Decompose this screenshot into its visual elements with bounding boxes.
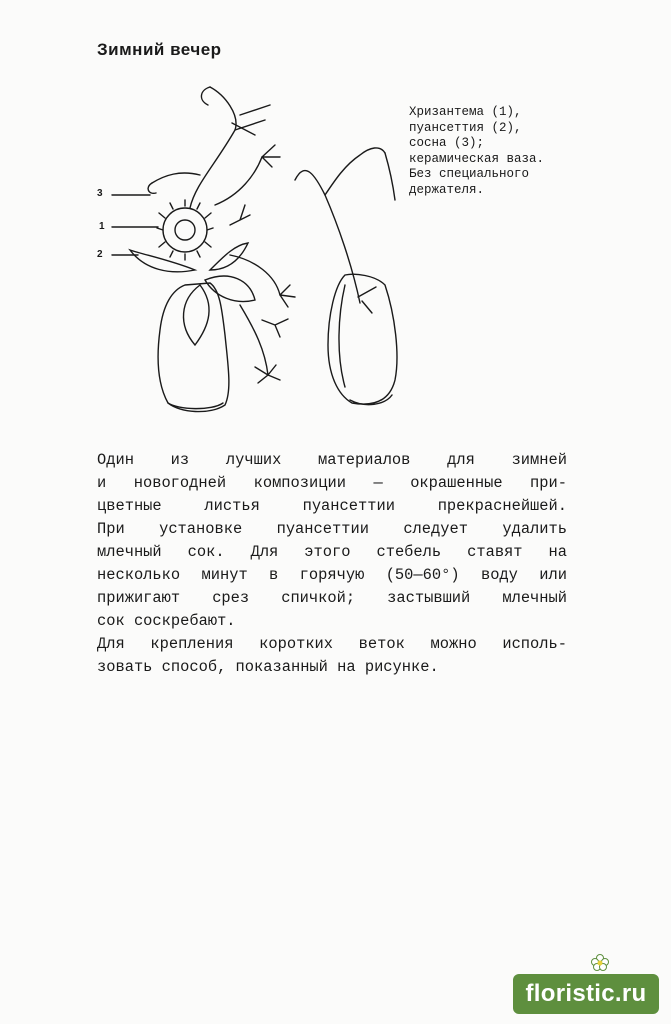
body-line: Для крепления коротких веток можно исполь- <box>97 635 567 653</box>
callout-3: 3 <box>97 188 103 199</box>
legend-line: Хризантема (1), <box>409 105 522 119</box>
body-line: Один из лучших материалов для зимней <box>97 451 567 469</box>
page-title: Зимний вечер <box>97 40 222 59</box>
body-line: прижигают срез спичкой; застывший млечный <box>97 589 567 607</box>
legend-line: керамическая ваза. <box>409 151 545 166</box>
body-line: сок соскребают. <box>97 612 236 630</box>
legend-line: Без специального <box>409 167 530 181</box>
callout-1: 1 <box>99 221 105 232</box>
body-line: цветные листья пуансеттии прекраснейшей. <box>97 497 567 515</box>
legend-line: держателя. <box>409 182 485 197</box>
body-line: несколько минут в горячую (50—60°) воду или <box>97 566 567 584</box>
figure-legend <box>409 105 609 198</box>
body-line: зовать способ, показанный на рисунке. <box>97 658 439 676</box>
flower-icon <box>589 952 611 974</box>
body-line: и новогодней композиции — окрашенные при- <box>97 474 567 492</box>
ikebana-illustration <box>90 75 410 425</box>
body-line: млечный сок. Для этого стебель ставят на <box>97 543 567 561</box>
legend-line: сосна (3); <box>409 136 485 150</box>
body-line: При установке пуансеттии следует удалить <box>97 520 567 538</box>
watermark-badge <box>513 974 659 1014</box>
callout-2: 2 <box>97 249 103 260</box>
legend-line: пуансеттия (2), <box>409 120 522 135</box>
watermark-text: floristic.ru <box>525 980 647 1007</box>
body-paragraph <box>97 449 567 679</box>
